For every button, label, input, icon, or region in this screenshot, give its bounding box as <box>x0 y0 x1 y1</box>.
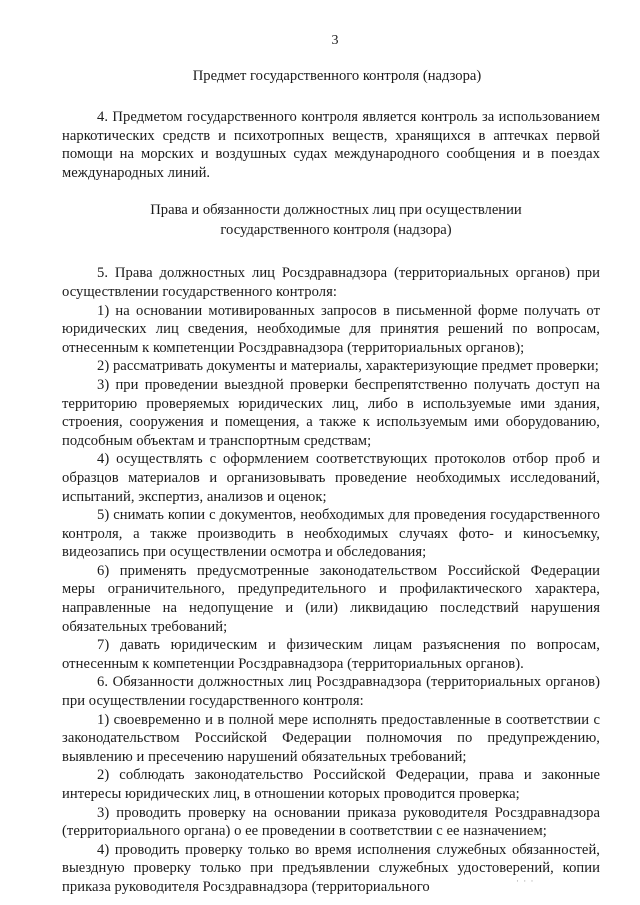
section-heading-subject: Предмет государственного контроля (надзора) <box>192 68 482 84</box>
rights-item-4: 4) осуществлять с оформлением соответствующих протоколов отбор проб и образцов материалов и организовывать проведение необходимых исследований, испытаний, экспертиз, анализов и оценок; <box>62 451 600 505</box>
rights-intro: 5. Права должностных лиц Росздравнадзора (территориальных органов) при осуществлении государственного контроля: <box>62 265 600 300</box>
duties-item-3: 3) проводить проверку на основании приказа руководителя Росздравнадзора (территориального органа) о ее проведении в соответствии с ее назначением; <box>62 804 600 840</box>
rights-item-1: 1) на основании мотивированных запросов в письменной форме получать от юридических лиц сведения, необходимые для принятия решений по вопросам, отнесенным к компетенции Росздравнадзора (территориальных органов); <box>62 302 600 356</box>
rights-item-7: 7) давать юридическим и физическим лицам разъяснения по вопросам, отнесенным к компетенции Росздравнадзора (территориальных органов). <box>62 637 600 672</box>
rights-item-3: 3) при проведении выездной проверки беспрепятственно получать доступ на территорию проверяемых юридических лиц, либо в используемые ими здания, строения, сооружения и помещения, а также к используемым ими оборудованию, подсобным объектам и транспортным средствам; <box>62 376 600 449</box>
duties-item-4: 4) проводить проверку только во время исполнения служебных обязанностей, выездную проверку только при предъявлении служебных удостоверений, копии приказа руководителя Росздравнадзора (территориального <box>62 841 600 895</box>
page-number: 3 <box>331 33 339 48</box>
duties-intro: 6. Обязанности должностных лиц Росздравнадзора (территориальных органов) при осуществлении государственного контроля: <box>62 674 600 710</box>
rights-item-6: 6) применять предусмотренные законодательством Российской Федерации меры ограничительного, предупредительного и профилактического характера, направленные на недопущение и (или) ликвидацию последствий нарушения обязательных требований; <box>62 562 600 635</box>
heading-line-1: Права и обязанности должностных лиц при осуществлении <box>150 202 522 219</box>
rights-item-2: 2) рассматривать документы и материалы, характеризующие предмет проверки; <box>97 358 599 375</box>
rights-item-5: 5) снимать копии с документов, необходимых для проведения государственного контроля, а также производить в необходимых случаях фото- и киносъемку, видеозапись при осуществлении осмотра и обследования; <box>62 507 600 561</box>
duties-item-1: 1) своевременно и в полной мере исполнять предоставленные в соответствии с законодательством Российской Федерации полномочия по предупреждению, выявлению и пресечению нарушений обязательных требований; <box>62 711 600 765</box>
section-heading-rights-duties <box>72 200 600 240</box>
scan-artifact-mark: · · · <box>516 876 535 886</box>
duties-item-2: 2) соблюдать законодательство Российской Федерации, права и законные интересы юридических лиц, в отношении которых проводится проверка; <box>62 767 600 802</box>
paragraph-4: 4. Предметом государственного контроля является контроль за использованием наркотических средств и психотропных веществ, хранящихся в аптечках первой помощи на морских и воздушных судах международного сообщения и в поездах международных линий. <box>62 109 600 181</box>
heading-line-2: государственного контроля (надзора) <box>220 222 452 239</box>
